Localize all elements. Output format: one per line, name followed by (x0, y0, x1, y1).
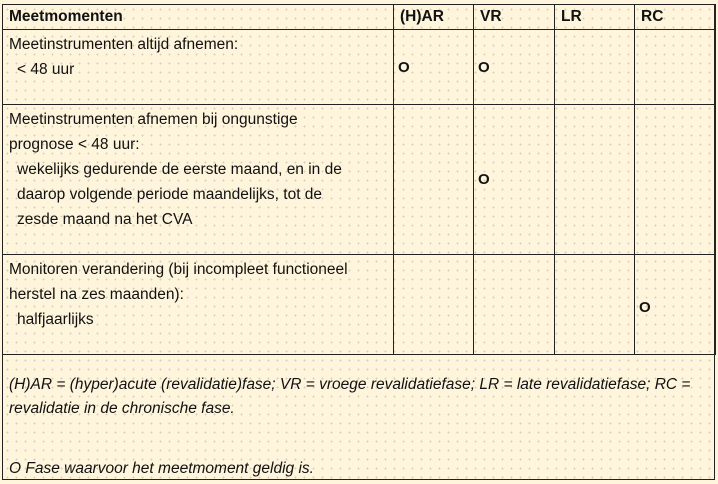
table-row (3, 105, 716, 255)
row-line: Monitoren verandering (bij incompleet functioneel (9, 261, 348, 278)
mark-har (394, 105, 474, 255)
row-line: herstel na zes maanden): (9, 286, 184, 303)
abbreviation-legend: (H)AR = (hyper)acute (revalidatie)fase; VR = vroege revalidatiefase; LR = late revalidatiefase; RC = revalidatie in de chronische fase. (9, 376, 691, 417)
table-row (3, 255, 716, 355)
table-row (3, 30, 716, 105)
mark-lr (555, 255, 635, 355)
row-sub-line: zesde maand na het CVA (17, 211, 193, 228)
header-lr: LR (555, 5, 635, 30)
mark-vr: O (474, 105, 555, 255)
row-sub-line: < 48 uur (17, 61, 75, 78)
mark-lr (555, 30, 635, 105)
mark-har: O (394, 30, 474, 105)
row-description (3, 255, 394, 355)
row-description (3, 30, 394, 105)
mark-vr: O (474, 30, 555, 105)
table-header-row (3, 5, 716, 30)
header-har: (H)AR (394, 5, 474, 30)
row-description (3, 105, 394, 255)
header-rc: RC (635, 5, 716, 30)
row-line: prognose < 48 uur: (9, 136, 140, 153)
row-line: Meetinstrumenten altijd afnemen: (9, 36, 239, 53)
mark-rc: O (635, 255, 716, 355)
mark-legend-note: O Fase waarvoor het meetmoment geldig is. (9, 460, 314, 477)
header-meetmomenten: Meetmomenten (3, 5, 394, 30)
mark-rc (635, 105, 716, 255)
row-sub-line: daarop volgende periode maandelijks, tot de (17, 186, 323, 203)
measurement-moments-table-panel (2, 4, 715, 480)
mark-lr (555, 105, 635, 255)
row-sub-line: halfjaarlijks (17, 311, 94, 328)
mark-har (394, 255, 474, 355)
measurement-moments-table (2, 4, 716, 355)
header-vr: VR (474, 5, 555, 30)
row-line: Meetinstrumenten afnemen bij ongunstige (9, 111, 298, 128)
mark-rc (635, 30, 716, 105)
row-sub-line: wekelijks gedurende de eerste maand, en in de (17, 161, 342, 178)
mark-vr (474, 255, 555, 355)
